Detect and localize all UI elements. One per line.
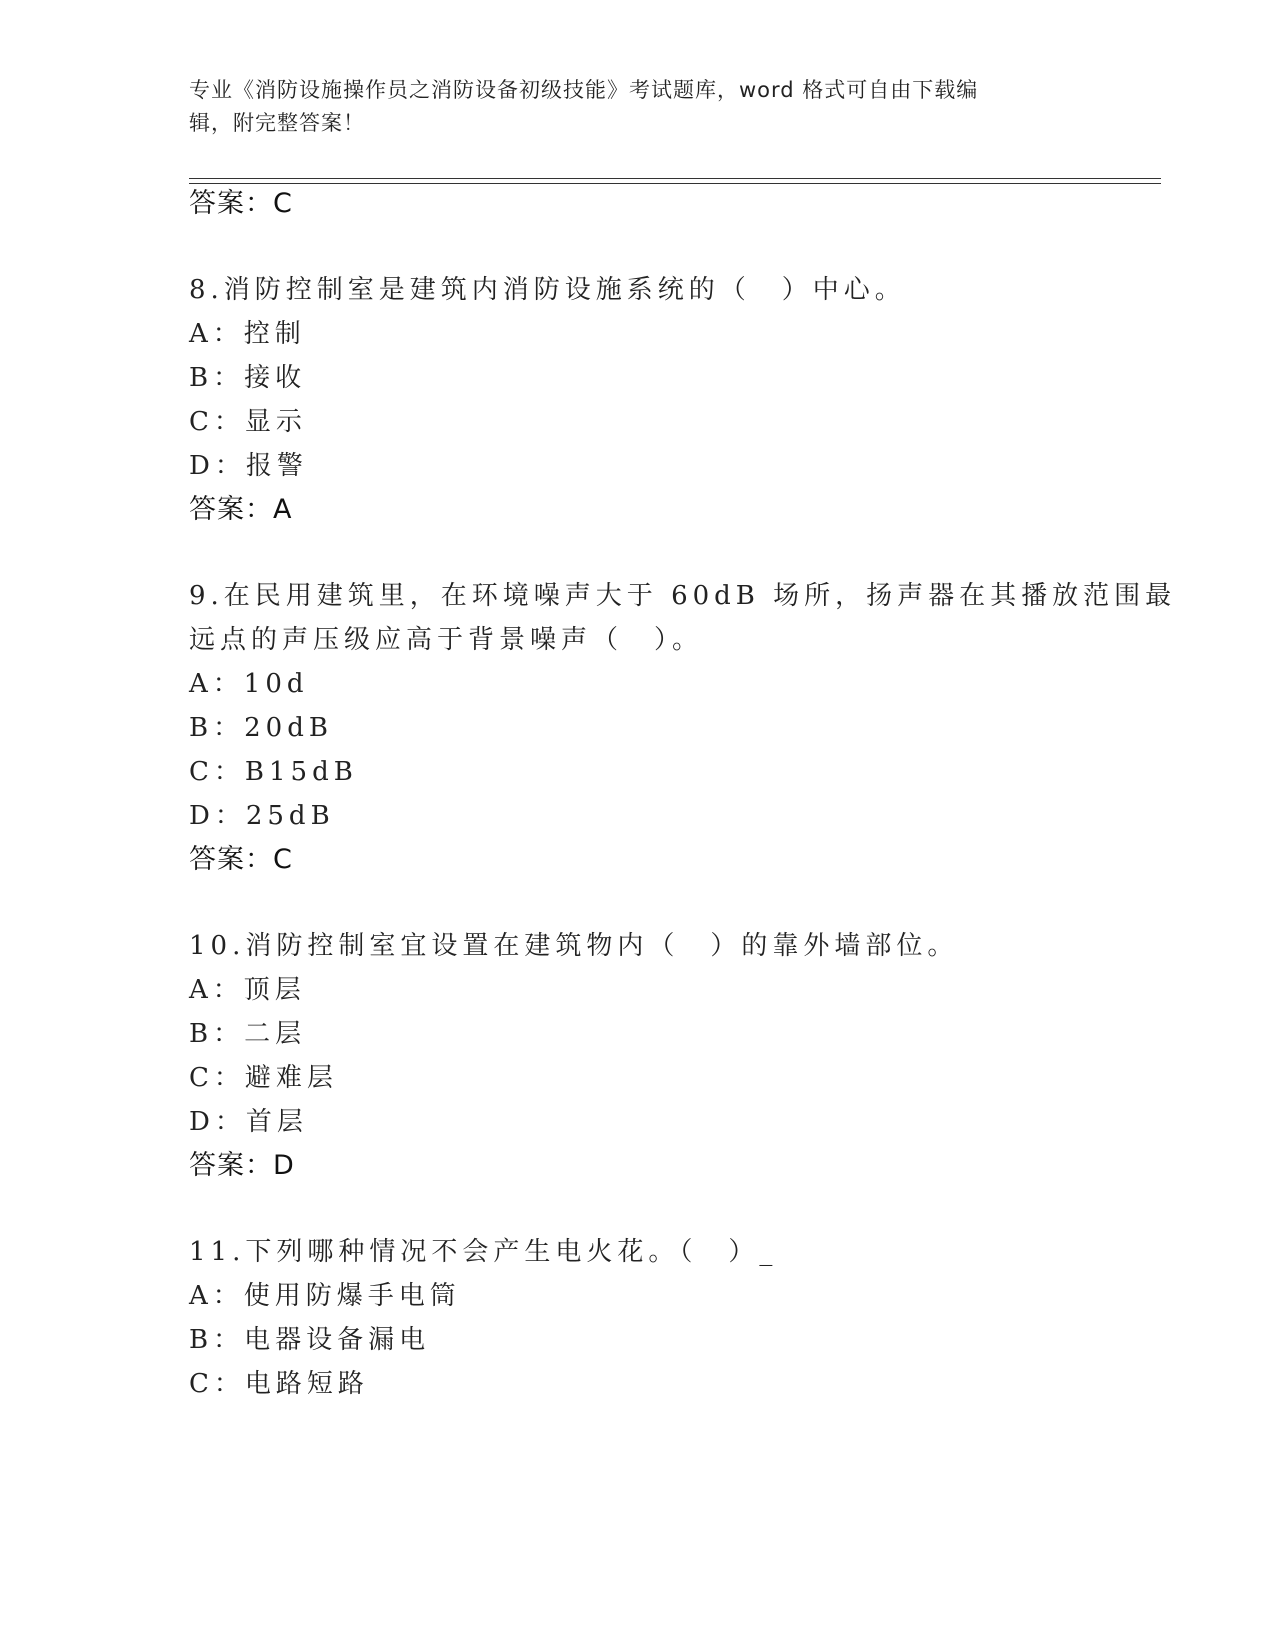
question-8-option-c: C：显示 xyxy=(189,407,307,437)
question-9-stem-line-1: 9.在民用建筑里，在环境噪声大于 60dB 场所，扬声器在其播放范围最 xyxy=(189,581,1177,611)
question-10-answer: 答案：D xyxy=(189,1150,295,1181)
question-9-stem-line-2: 远点的声压级应高于背景噪声（ ）。 xyxy=(189,625,704,655)
question-9-answer: 答案：C xyxy=(189,844,293,875)
header-line-1: 专业《消防设施操作员之消防设备初级技能》考试题库，word 格式可自由下载编 xyxy=(189,78,979,102)
question-8-answer: 答案：A xyxy=(189,494,293,525)
page-header xyxy=(189,74,1089,140)
header-divider-thin xyxy=(189,183,1161,184)
question-8-option-b: B：接收 xyxy=(189,363,307,393)
question-10-option-d: D：首层 xyxy=(189,1107,308,1137)
question-9-option-a: A：10d xyxy=(189,669,309,699)
question-10-stem: 10.消防控制室宜设置在建筑物内（ ）的靠外墙部位。 xyxy=(189,931,959,961)
previous-answer: 答案：C xyxy=(189,188,293,219)
question-10-option-c: C：避难层 xyxy=(189,1063,338,1093)
question-8-option-a: A：控制 xyxy=(189,319,306,349)
question-10-option-a: A：顶层 xyxy=(189,975,306,1005)
question-9-option-b: B：20dB xyxy=(189,713,333,743)
question-11-option-c: C：电路短路 xyxy=(189,1369,369,1399)
header-divider-thick xyxy=(189,178,1161,179)
header-line-2: 辑，附完整答案！ xyxy=(189,111,365,135)
question-9-option-c: C：B15dB xyxy=(189,757,358,787)
question-10-option-b: B：二层 xyxy=(189,1019,307,1049)
question-11-stem: 11.下列哪种情况不会产生电火花。（ ）_ xyxy=(189,1237,778,1267)
question-11-option-a: A：使用防爆手电筒 xyxy=(189,1281,461,1311)
question-9-option-d: D：25dB xyxy=(189,801,335,831)
question-11-option-b: B：电器设备漏电 xyxy=(189,1325,431,1355)
question-8-option-d: D：报警 xyxy=(189,451,308,481)
question-8-stem: 8.消防控制室是建筑内消防设施系统的（ ）中心。 xyxy=(189,275,906,305)
